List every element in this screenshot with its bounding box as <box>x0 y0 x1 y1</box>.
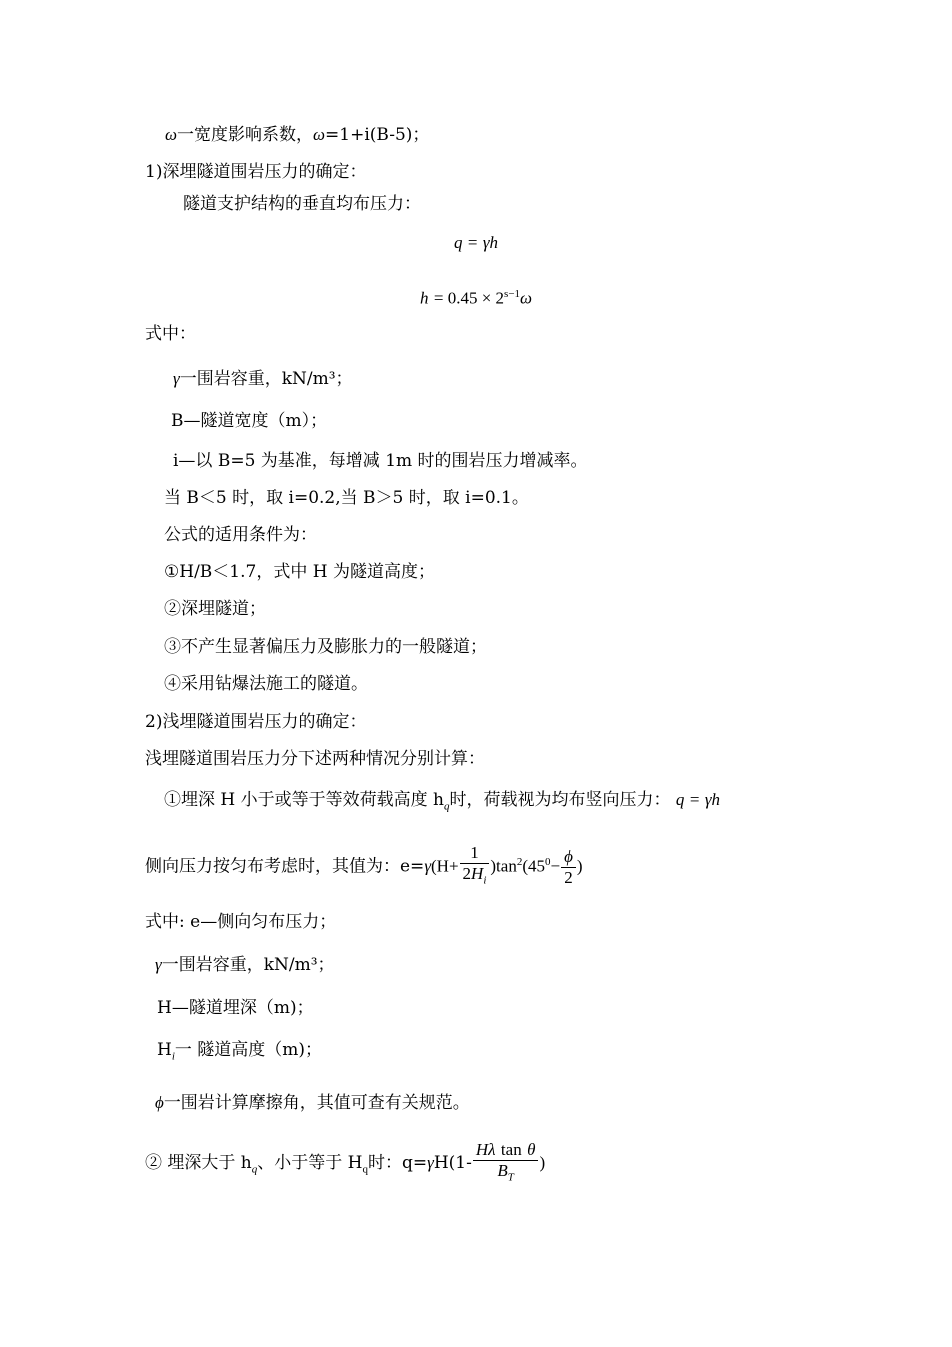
text: 时，荷载视为均布竖向压力： <box>449 790 671 810</box>
text: 一宽度影响系数， <box>177 125 314 145</box>
i-values: 当 B＜5 时，取 i=0.2,当 B＞5 时，取 i=0.1。 <box>164 488 529 508</box>
text: 、小于等于 H <box>257 1153 363 1174</box>
text: ①埋深 H 小于或等于等效荷载高度 h <box>164 790 444 810</box>
conditions-label: 公式的适用条件为： <box>164 525 317 545</box>
omega-symbol: ω <box>313 125 326 144</box>
text: 一围岩容重，kN/m³； <box>179 369 353 389</box>
gamma-definition-2: γ一围岩容重，kN/m³； <box>155 955 335 975</box>
text: =1+i(B-5)； <box>325 125 430 145</box>
case-1: ①埋深 H 小于或等于等效荷载高度 $h_q$时，荷载视为均布竖向压力： q = γh <box>164 790 721 813</box>
omega-symbol: ω <box>165 125 178 144</box>
phi-definition: ϕ一围岩计算摩擦角，其值可查有关规范。 <box>155 1093 470 1113</box>
gamma-definition: γ一围岩容重，kN/m³； <box>173 369 353 389</box>
hi-definition: $H_i$一 隧道高度（m)； <box>157 1040 323 1063</box>
equation-h: $h = 0.45 \times 2^{s-1}\omega$ <box>419 288 533 308</box>
heading-deep-tunnel: 1)深埋隧道围岩压力的确定： <box>145 162 367 182</box>
b-definition: B—隧道宽度（m）； <box>171 411 328 431</box>
e-definition: 式中: e—侧向匀布压力； <box>145 912 337 932</box>
fraction-hlambda-tan: $\frac{\text{Hλ tan θ}}{B_T}$ <box>473 1140 539 1187</box>
i-definition: i—以 B=5 为基准，每增减 1m 时的围岩压力增减率。 <box>173 451 588 471</box>
heading-shallow-tunnel: 2)浅埋隧道围岩压力的确定： <box>145 712 367 732</box>
condition-1: ①H/B＜1.7，式中 H 为隧道高度； <box>164 562 435 582</box>
text: 一围岩计算摩擦角，其值可查有关规范。 <box>163 1093 470 1113</box>
fraction-phi-over-2: $\frac{\phi}{2}$ <box>561 847 576 888</box>
condition-4: ④采用钻爆法施工的隧道。 <box>164 674 368 694</box>
where-label: 式中： <box>145 324 196 344</box>
text: 侧向压力按匀布考虑时，其值为：e= <box>145 856 425 877</box>
text: 时：q= <box>368 1153 428 1174</box>
vertical-pressure-label: 隧道支护结构的垂直均布压力： <box>183 194 421 214</box>
fraction-1-over-2hi: $\frac{1}{2H_i}$ <box>460 843 490 890</box>
omega-definition <box>165 124 429 146</box>
case-2: ② 埋深大于 $h_q$、小于等于 $H_q$时：q=γH(1- $\frac{\text{Hλ tan θ}}{B_T}$ ) <box>145 1140 545 1192</box>
shallow-intro: 浅埋隧道围岩压力分下述两种情况分别计算： <box>145 749 485 769</box>
equation-q-gamma-h: q = γh <box>453 233 499 252</box>
h-depth-definition: H—隧道埋深（m)； <box>157 998 314 1018</box>
text: 一 隧道高度（m)； <box>174 1040 323 1060</box>
lateral-pressure-formula: 侧向压力按匀布考虑时，其值为：e=γ(H+ $\frac{1}{2H_i}$ )$\tan^2(45^0-$ $\frac{\phi}{2}$ ) <box>145 840 583 891</box>
condition-2: ②深埋隧道； <box>164 599 266 619</box>
text: ② 埋深大于 h <box>145 1153 252 1174</box>
text: H(1- <box>433 1153 472 1174</box>
text: 一围岩容重，kN/m³； <box>161 955 335 975</box>
condition-3: ③不产生显著偏压力及膨胀力的一般隧道； <box>164 637 487 657</box>
